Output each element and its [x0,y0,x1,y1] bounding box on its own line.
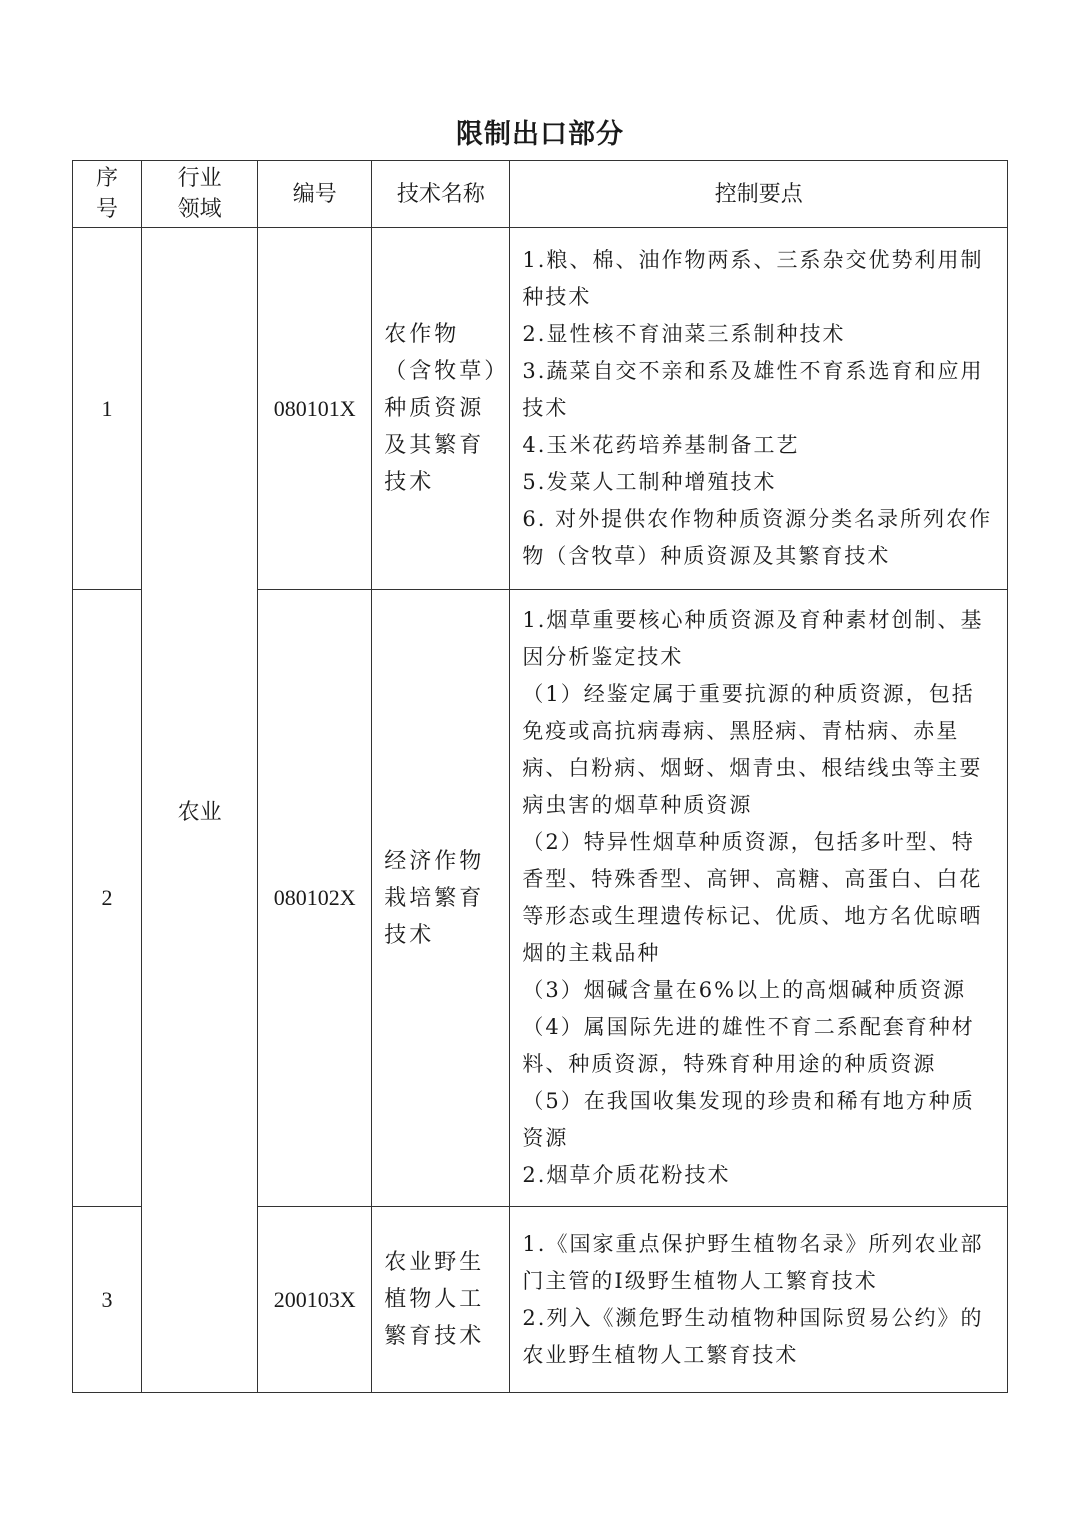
table-header-row [73,161,1008,228]
control-point: 2.烟草介质花粉技术 [522,1163,731,1187]
row-control-points [510,228,1008,590]
row-seq: 3 [73,1207,142,1393]
row-seq: 1 [73,228,142,590]
row-control-points [510,590,1008,1207]
row-code: 080101X [258,228,372,590]
control-point: 1.粮、棉、油作物两系、三系杂交优势利用制种技术 [522,248,984,309]
row-control-points [510,1207,1008,1393]
control-point: （2）特异性烟草种质资源，包括多叶型、特香型、特殊香型、高钾、高糖、高蛋白、白花等形态或生理遗传标记、优质、地方名优晾晒烟的主栽品种 [522,830,983,965]
control-point: 5.发菜人工制种增殖技术 [522,470,777,494]
header-seq: 序号 [73,161,142,228]
header-field: 行业领域 [142,161,258,228]
header-points: 控制要点 [510,161,1008,228]
control-point: 3.蔬菜自交不亲和系及雄性不育系选育和应用技术 [522,359,984,420]
control-point: 4.玉米花药培养基制备工艺 [522,433,800,457]
header-name: 技术名称 [372,161,510,228]
control-point: 1.烟草重要核心种质资源及育种素材创制、基因分析鉴定技术 [522,608,984,669]
control-point: 2.显性核不育油菜三系制种技术 [522,322,846,346]
control-point: 2.列入《濒危野生动植物种国际贸易公约》的农业野生植物人工繁育技术 [522,1305,984,1367]
page-title: 限制出口部分 [456,119,624,150]
control-point: （3）烟碱含量在6%以上的高烟碱种质资源 [522,978,967,1002]
header-code: 编号 [258,161,372,228]
row-tech-name: 经济作物栽培繁育技术 [372,590,510,1207]
row-tech-name: 农作物（含牧草）种质资源及其繁育技术 [372,228,510,590]
row-seq: 2 [73,590,142,1207]
row-tech-name: 农业野生植物人工繁育技术 [372,1207,510,1393]
control-point: 1.《国家重点保护野生植物名录》所列农业部门主管的Ⅰ级野生植物人工繁育技术 [522,1231,984,1293]
field-cell: 农业 [142,228,258,1393]
control-point: 6. 对外提供农作物种质资源分类名录所列农作物（含牧草）种质资源及其繁育技术 [522,507,993,568]
row-code: 200103X [258,1207,372,1393]
table-row [73,228,1008,590]
control-point: （5）在我国收集发现的珍贵和稀有地方种质资源 [522,1089,975,1150]
control-point: （1）经鉴定属于重要抗源的种质资源，包括免疫或高抗病毒病、黑胫病、青枯病、赤星病、白粉病、烟蚜、烟青虫、根结线虫等主要病虫害的烟草种质资源 [522,682,983,817]
control-point: （4）属国际先进的雄性不育二系配套育种材料、种质资源，特殊育种用途的种质资源 [522,1015,975,1076]
row-code: 080102X [258,590,372,1207]
export-restriction-table [72,160,1008,1393]
